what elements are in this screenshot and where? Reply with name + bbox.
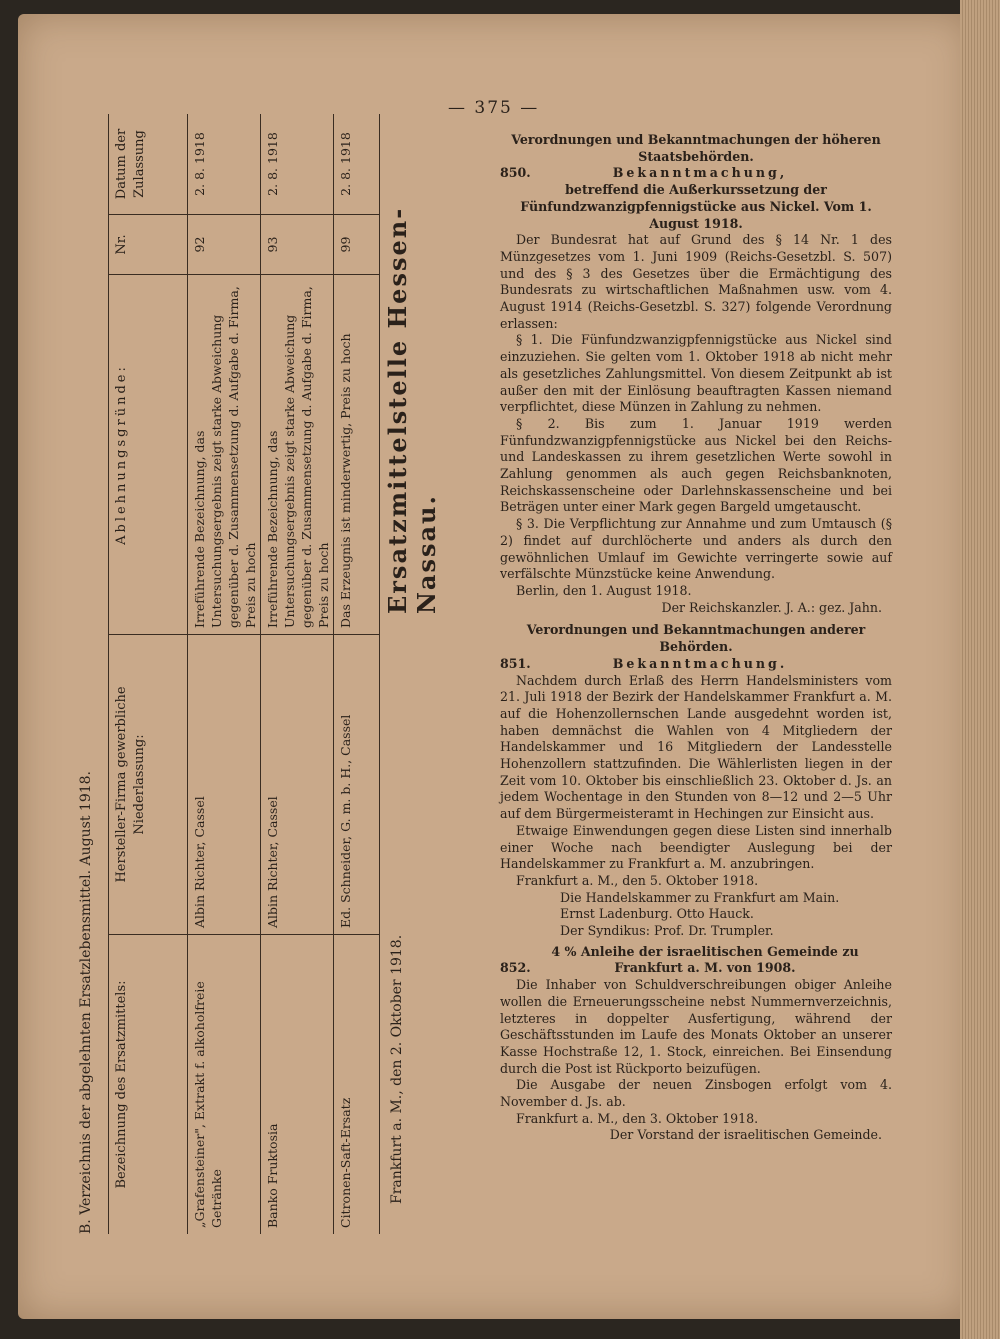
header-reasons: Ablehnungsgründe: [109, 274, 187, 634]
paragraph: § 3. Die Verpflichtung zur Annahme und zum Umtausch (§ 2) findet auf durchlöcherte und anders als durch den gewöhnlichen Umlauf im Gewichte verringerte sowie auf verfälschte Münzstücke keine Anwendung. [500, 516, 892, 582]
row-reason: Das Erzeugnis ist minderwertig, Preis zu hoch [334, 274, 380, 634]
row-name: Citronen-Saft-Ersatz [334, 934, 380, 1234]
notice-number: 851. [500, 655, 531, 671]
rotated-table [78, 114, 478, 1234]
row-reason: Irreführende Bezeichnung, das Untersuchungsergebnis zeigt starke Abweichung gegenüber d. Zusammensetzung d. Aufgabe d. Firma, Preis zu hoch [188, 274, 260, 634]
notice-850-heading [500, 165, 892, 182]
notice-subtitle: betreffend die Außerkurssetzung der Fünfundzwanzigpfennigstücke aus Nickel. Vom 1. August 1918. [520, 182, 872, 231]
table-row [261, 114, 334, 1234]
page-number: — 375 — [448, 98, 540, 118]
paragraph: Nachdem durch Erlaß des Herrn Handelsministers vom 21. Juli 1918 der Bezirk der Handelskammer Frankfurt a. M. auf die Hohenzollernschen Lande ausgedehnt worden ist, haben demnächst die Wahlen von 4 Mitgliedern der Handelskammer und 16 Mitgliedern der Landesstelle Hohenzollern stattzufinden. Die Wählerlisten liegen in der Zeit vom 10. Oktober bis einschließlich 23. Oktober d. Js. an jedem Wochentage in den Stunden von 8—12 und 2—5 Uhr auf dem Bürgermeisteramt in Hechingen zur Einsicht aus. [500, 672, 892, 822]
place-date: Berlin, den 1. August 1918. [516, 582, 692, 598]
table-header-row [109, 114, 188, 1234]
row-maker: Ed. Schneider, G. m. b. H., Cassel [334, 634, 380, 934]
paragraph: Der Bundesrat hat auf Grund des § 14 Nr. 1 des Münzgesetzes vom 1. Juni 1909 (Reichs-Gesetzbl. S. 507) und des § 3 des Gesetzes über die Ermächtigung des Bundesrats zu wirtschaftlichen Maßnahmen usw. vom 4. August 1914 (Reichs-Gesetzbl. S. 327) folgende Verordnung erlassen: [500, 232, 892, 331]
table-row [188, 114, 261, 1234]
row-name: Banko Fruktosia [261, 934, 333, 1234]
row-nr: 92 [188, 214, 260, 274]
section-title: Verordnungen und Bekanntmachungen anderer Behörden. [526, 622, 866, 655]
row-date: 2. 8. 1918 [265, 132, 280, 196]
paragraph: Die Inhaber von Schuldverschreibungen obiger Anleihe wollen die Erneuerungsscheine nebst Nummernverzeichnis, letzteres in doppelter Ausfertigung, während der Geschäftsstunden im Laufe des Monats Oktober an unserer Kasse Hochstraße 12, 1. Stock, einreichen. Bei Einsendung durch die Post ist Rückporto beizufügen. [500, 977, 892, 1076]
row-maker: Albin Richter, Cassel [261, 634, 333, 934]
row-reason: Irreführende Bezeichnung, das Untersuchungsergebnis zeigt starke Abweichung gegenüber d. Zusammensetzung d. Aufgabe d. Firma, Preis zu hoch [261, 274, 333, 634]
document-page [18, 14, 970, 1319]
signature: Der Syndikus: Prof. Dr. Trumpler. [560, 923, 774, 939]
paragraph: § 2. Bis zum 1. Januar 1919 werden Fünfundzwanzigpfennigstücke aus Nickel bei den Reichs- und Landeskassen zu ihrem gesetzlichen Werte sowohl in Zahlung genommen als auch gegen Reichsbanknoten, Reichskassenscheine oder Darlehnskassenscheine und bei Beträgen unter einer Mark gegen Bargeld umgetauscht. [500, 415, 892, 515]
table-footer [383, 114, 441, 1234]
signature: Die Handelskammer zu Frankfurt am Main. [560, 889, 840, 905]
signature: Ernst Ladenburg. Otto Hauck. [560, 906, 754, 922]
signature: Der Vorstand der israelitischen Gemeinde. [609, 1127, 882, 1143]
header-date: Datum der Zulassung [114, 128, 147, 200]
header-nr: Nr. [109, 214, 187, 274]
row-maker: Albin Richter, Cassel [188, 634, 260, 934]
table-footer-signer: Ersatzmittelstelle Hessen-Nassau. [383, 206, 441, 614]
header-maker: Hersteller-Firma gewerbliche Niederlassung: [109, 634, 187, 934]
notice-number: 852. [500, 960, 531, 976]
row-nr: 93 [261, 214, 333, 274]
notice-title: Bekanntmachung, [612, 165, 788, 181]
row-name: „Grafensteiner", Extrakt f. alkoholfreie Getränke [188, 934, 260, 1234]
place-date: Frankfurt a. M., den 3. Oktober 1918. [516, 1110, 759, 1126]
rotated-table-region [78, 114, 478, 1234]
place-date: Frankfurt a. M., den 5. Oktober 1918. [516, 872, 759, 888]
paragraph: § 1. Die Fünfundzwanzigpfennigstücke aus Nickel sind einzuziehen. Sie gelten vom 1. Oktober 1918 ab nicht mehr als gesetzliches Zahlungsmittel. Von diesem Zeitpunkt ab ist außer den mit der Einlösung beauftragten Kassen niemand verpflichtet, diese Münzen in Zahlung zu nehmen. [500, 332, 892, 415]
rejected-substitutes-table [108, 114, 380, 1234]
paragraph: Etwaige Einwendungen gegen diese Listen sind innerhalb einer Woche nach beendigter Auslegung bei der Handelskammer zu Frankfurt a. M. anzubringen. [500, 822, 892, 872]
table-caption: B. Verzeichnis der abgelehnten Ersatzlebensmittel. August 1918. [78, 770, 94, 1234]
page-edge [960, 0, 1000, 1339]
paragraph: Die Ausgabe der neuen Zinsbogen erfolgt vom 4. November d. Js. ab. [500, 1077, 892, 1110]
section-title: Verordnungen und Bekanntmachungen der höheren Staatsbehörden. [511, 132, 881, 164]
notice-title: Bekanntmachung. [612, 655, 788, 671]
signature: Der Reichskanzler. J. A.: gez. Jahn. [661, 599, 882, 615]
header-name: Bezeichnung des Ersatzmittels: [109, 934, 187, 1234]
row-nr: 99 [334, 214, 380, 274]
notice-title: 4 % Anleihe der israelitischen Gemeinde zu Frankfurt a. M. von 1908. [551, 943, 859, 976]
table-footer-place-date: Frankfurt a. M., den 2. Oktober 1918. [389, 934, 405, 1204]
notice-851-heading [500, 656, 892, 673]
notice-number: 850. [500, 165, 531, 181]
table-row [334, 114, 380, 1234]
row-date: 2. 8. 1918 [192, 132, 207, 196]
text-column [500, 132, 892, 1144]
notice-852-heading [500, 944, 892, 977]
row-date: 2. 8. 1918 [338, 132, 353, 196]
